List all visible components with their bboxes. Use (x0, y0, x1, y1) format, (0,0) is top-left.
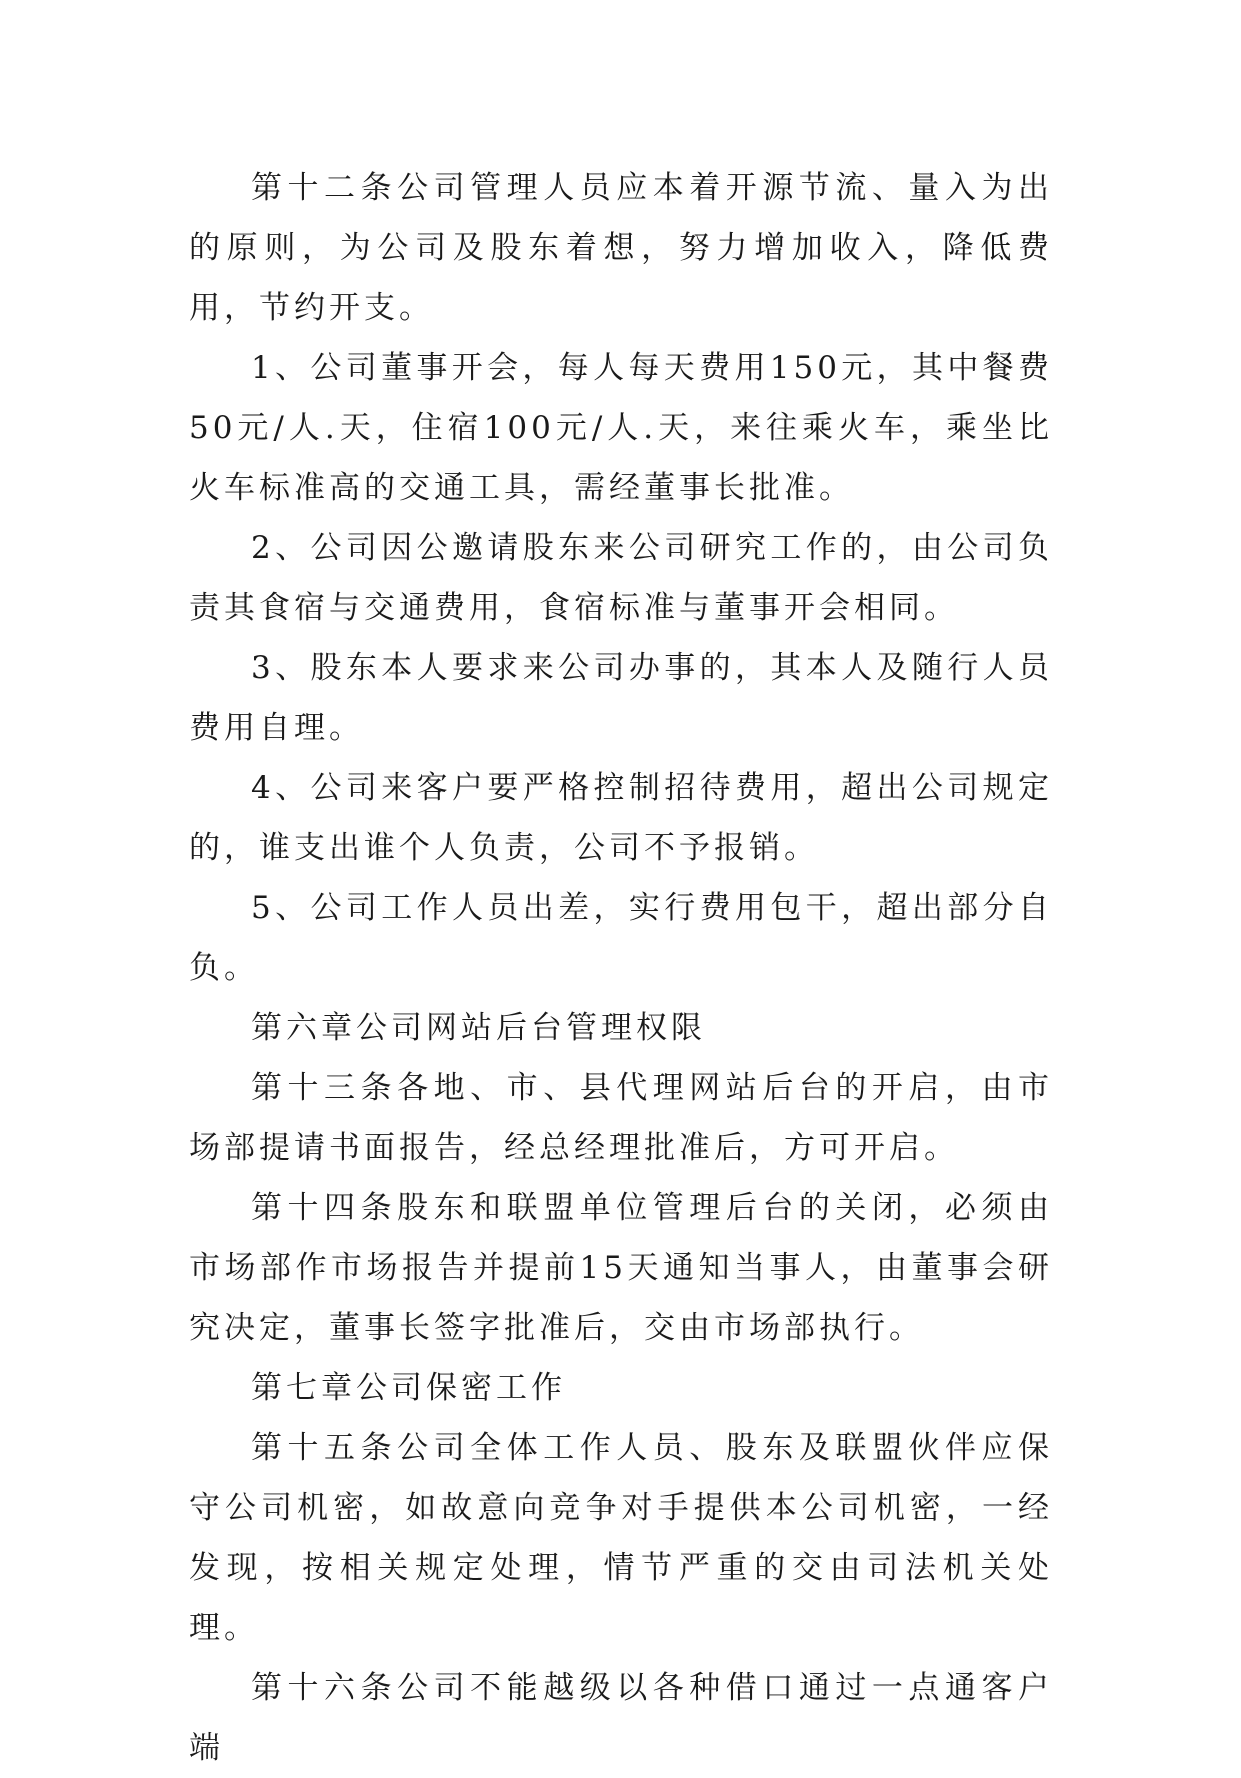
item-1-director-meeting-paragraph: 1、公司董事开会，每人每天费用150元，其中餐费50元/人.天，住宿100元/人.天，来往乘火车，乘坐比火车标准高的交通工具，需经董事长批准。 (189, 350, 1053, 506)
chapter-6-heading: 第六章公司网站后台管理权限 (251, 1010, 706, 1046)
document-page (189, 158, 1053, 1778)
article-14-paragraph: 第十四条股东和联盟单位管理后台的关闭，必须由市场部作市场报告并提前15天通知当事人，由董事会研究决定，董事长签字批准后，交由市场部执行。 (189, 1190, 1053, 1346)
item-5-business-trip-paragraph: 5、公司工作人员出差，实行费用包干，超出部分自负。 (189, 890, 1053, 986)
item-2-shareholder-invitation-paragraph: 2、公司因公邀请股东来公司研究工作的，由公司负责其食宿与交通费用，食宿标准与董事开会相同。 (189, 530, 1053, 626)
article-12-paragraph: 第十二条公司管理人员应本着开源节流、量入为出的原则，为公司及股东着想，努力增加收入，降低费用，节约开支。 (189, 170, 1053, 326)
item-3-shareholder-self-visit-paragraph: 3、股东本人要求来公司办事的，其本人及随行人员费用自理。 (189, 650, 1053, 746)
article-16-paragraph: 第十六条公司不能越级以各种借口通过一点通客户端 (189, 1670, 1053, 1766)
chapter-7-heading: 第七章公司保密工作 (251, 1370, 566, 1406)
article-13-paragraph: 第十三条各地、市、县代理网站后台的开启，由市场部提请书面报告，经总经理批准后，方可开启。 (189, 1070, 1053, 1166)
article-15-paragraph: 第十五条公司全体工作人员、股东及联盟伙伴应保守公司机密，如故意向竞争对手提供本公司机密，一经发现，按相关规定处理，情节严重的交由司法机关处理。 (189, 1430, 1053, 1646)
item-4-client-entertainment-paragraph: 4、公司来客户要严格控制招待费用，超出公司规定的，谁支出谁个人负责，公司不予报销。 (189, 770, 1053, 866)
